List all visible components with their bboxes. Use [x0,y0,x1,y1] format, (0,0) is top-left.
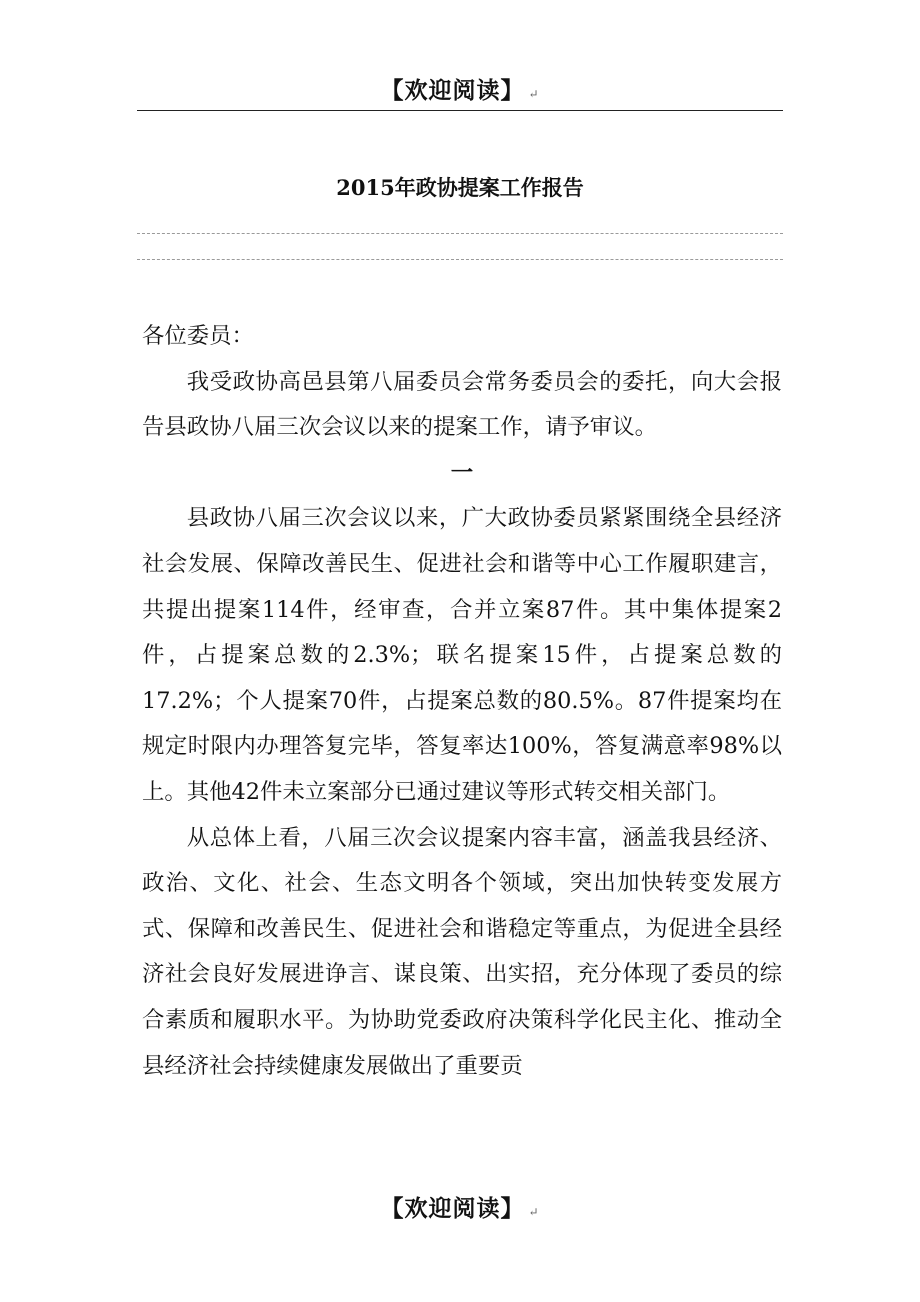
header-rule [137,110,783,111]
body-paragraph-1: 县政协八届三次会议以来，广大政协委员紧紧围绕全县经济社会发展、保障改善民生、促进社会和谐等中心工作履职建言，共提出提案114件，经审查，合并立案87件。其中集体提案2件，占提案总数的2.3%；联名提案15件，占提案总数的17.2%；个人提案70件，占提案总数的80.5%。87件提案均在规定时限内办理答复完毕，答复率达100%，答复满意率98%以上。其他42件未立案部分已通过建议等形式转交相关部门。 [142,505,782,805]
document-body [142,314,782,1089]
dashed-divider-bottom [137,259,783,260]
footer-text: 【欢迎阅读】 [380,1195,525,1222]
page-footer [0,1190,920,1223]
body-paragraph-2: 从总体上看，八届三次会议提案内容丰富，涵盖我县经济、政治、文化、社会、生态文明各个领域，突出加快转变发展方式、保障和改善民生、促进社会和谐稳定等重点，为促进全县经济社会良好发展进诤言、谋良策、出实招，充分体现了委员的综合素质和履职水平。为协助党委政府决策科学化民主化、推动全县经济社会持续健康发展做出了重要贡 [142,824,782,1079]
document-title: 2015年政协提案工作报告 [336,175,584,200]
dashed-divider-top [137,233,783,234]
header-text: 【欢迎阅读】 [380,77,525,104]
paragraph-mark-icon: ↵ [528,87,540,101]
intro-paragraph: 我受政协高邑县第八届委员会常务委员会的委托，向大会报告县政协八届三次会议以来的提案工作，请予审议。 [142,368,782,441]
section-number: 一 [450,459,474,486]
salutation: 各位委员： [142,323,254,349]
paragraph-mark-icon: ↵ [528,1205,540,1219]
page-header [0,72,920,105]
